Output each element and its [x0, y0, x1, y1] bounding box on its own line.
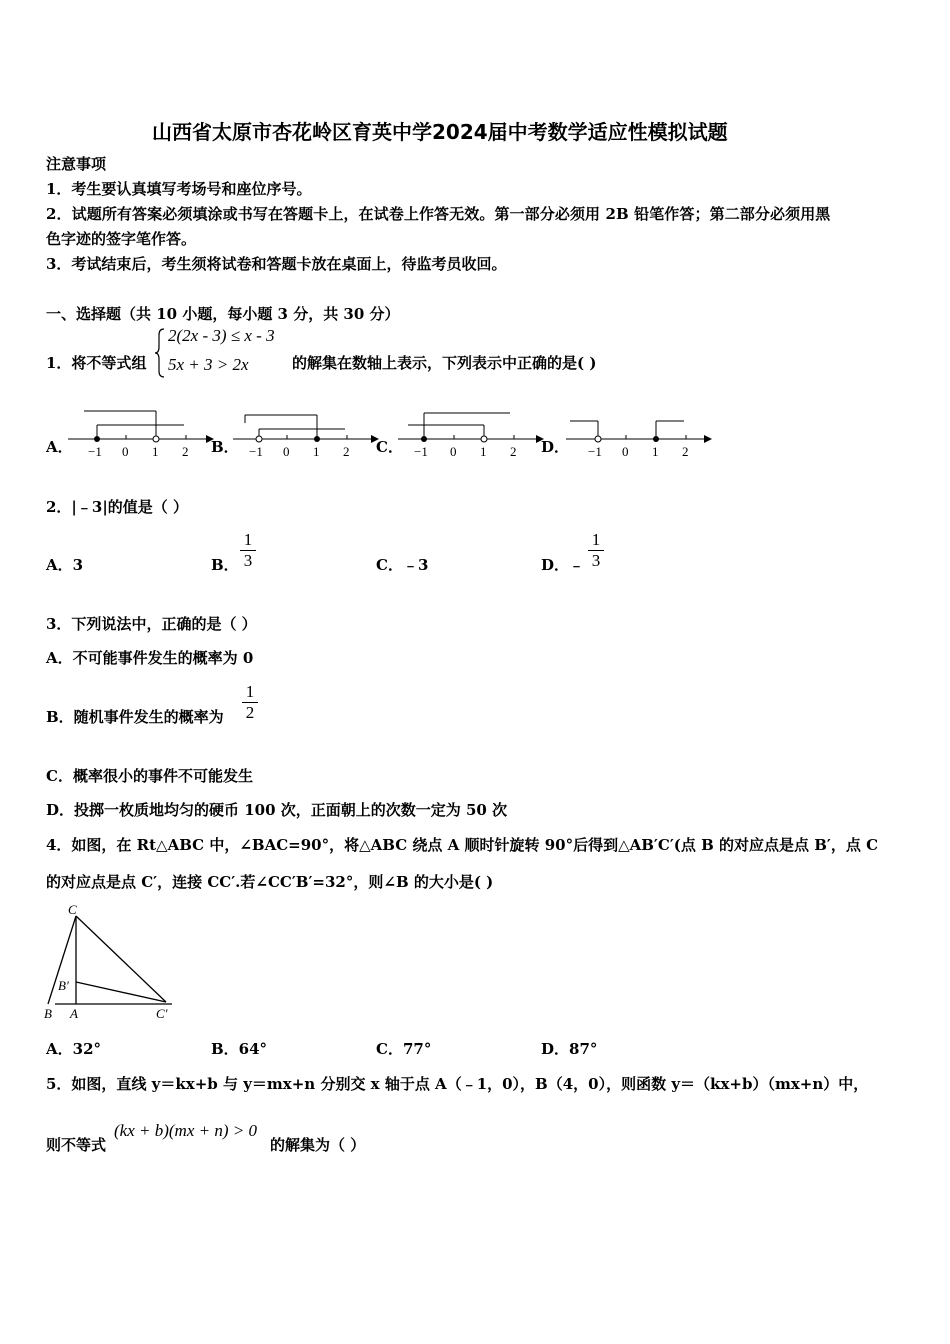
- q1-option-d-label: D．: [541, 438, 570, 456]
- fraction-one-third: 1 3: [588, 530, 604, 571]
- page-title: 山西省太原市杏花岭区育英中学2024届中考数学适应性模拟试题: [152, 120, 728, 144]
- q3-option-d: D．投掷一枚质地均匀的硬币 100 次，正面朝上的次数一定为 50 次: [46, 801, 508, 819]
- q4-stem-line2: 的对应点是点 C′，连接 CC′.若∠CC′B′=32°，则∠B 的大小是( ): [46, 873, 494, 891]
- q2-option-c: C．﹣3: [376, 556, 429, 574]
- notice-item: 3．考试结束后，考生须将试卷和答题卡放在桌面上，待监考员收回。: [46, 255, 507, 273]
- q2-stem: 2．|﹣3|的值是（ ）: [46, 498, 189, 516]
- q5-stem-line1: 5．如图，直线 y＝kx+b 与 y＝mx+n 分别交 x 轴于点 A（﹣1，0），B（4，0），则函数 y＝（kx+b）（mx+n）中，: [46, 1075, 869, 1093]
- tick-label: 1: [480, 444, 487, 459]
- tick-label: −1: [88, 444, 102, 459]
- point-label: B: [44, 1006, 52, 1021]
- notice-heading: 注意事项: [46, 155, 107, 173]
- tick-label: 2: [682, 444, 689, 459]
- q4-option-a: A．32°: [46, 1040, 102, 1058]
- tick-label: 2: [510, 444, 517, 459]
- tick-label: 1: [652, 444, 659, 459]
- q3-option-b: B．随机事件发生的概率为: [46, 708, 224, 726]
- q1-prefix: 1．将不等式组: [46, 354, 147, 372]
- q2-option-b: B．: [211, 556, 239, 574]
- q1-option-a-label: A．: [46, 438, 73, 456]
- q1-option-b-label: B．: [211, 438, 239, 456]
- q4-stem-line1: 4．如图，在 Rt△ABC 中，∠BAC=90°，将△ABC 绕点 A 顺时针旋转 90°后得到△AB′C′(点 B 的对应点是点 B′，点 C: [46, 836, 879, 854]
- notice-item: 色字迹的签字笔作答。: [46, 230, 197, 248]
- number-line-c: [394, 405, 544, 465]
- tick-label: −1: [414, 444, 428, 459]
- tick-label: −1: [249, 444, 263, 459]
- fraction-one-half: 1 2: [242, 682, 258, 723]
- point-label: C′: [156, 1006, 168, 1021]
- point-label: C: [68, 902, 77, 917]
- triangle-figure: [40, 902, 180, 1022]
- q3-option-a: A．不可能事件发生的概率为 0: [46, 649, 254, 667]
- q2-option-a: A．3: [46, 556, 84, 574]
- q3-stem: 3．下列说法中，正确的是（ ）: [46, 615, 257, 633]
- inequality-2: 5x + 3 > 2x: [168, 355, 249, 374]
- notice-item: 1．考生要认真填写考场号和座位序号。: [46, 180, 312, 198]
- q4-option-d: D．87°: [541, 1040, 598, 1058]
- q4-option-b: B．64°: [211, 1040, 268, 1058]
- tick-label: 0: [283, 444, 290, 459]
- tick-label: 0: [122, 444, 129, 459]
- number-line-a: [64, 405, 214, 465]
- q2-option-d: D．﹣: [541, 556, 585, 574]
- q1-suffix: 的解集在数轴上表示，下列表示中正确的是( ): [292, 354, 597, 372]
- inequality-brace: [154, 327, 166, 379]
- point-label: A: [70, 1006, 78, 1021]
- number-line-b: [229, 405, 379, 465]
- tick-label: −1: [588, 444, 602, 459]
- tick-label: 1: [152, 444, 159, 459]
- tick-label: 2: [343, 444, 350, 459]
- q5-stem-line2-suffix: 的解集为（ ）: [270, 1136, 366, 1154]
- tick-label: 2: [182, 444, 189, 459]
- q1-option-c-label: C．: [376, 438, 403, 456]
- tick-label: 0: [622, 444, 629, 459]
- section-heading: 一、选择题（共 10 小题，每小题 3 分，共 30 分）: [46, 305, 400, 323]
- point-label: B′: [58, 978, 69, 993]
- q4-option-c: C．77°: [376, 1040, 432, 1058]
- q5-inequality: (kx + b)(mx + n) > 0: [114, 1121, 257, 1140]
- tick-label: 0: [450, 444, 457, 459]
- notice-item: 2．试题所有答案必须填涂或书写在答题卡上，在试卷上作答无效。第一部分必须用 2B 铅笔作答；第二部分必须用黑: [46, 205, 831, 223]
- q5-stem-line2-prefix: 则不等式: [46, 1136, 107, 1154]
- fraction-one-third: 1 3: [240, 530, 256, 571]
- tick-label: 1: [313, 444, 320, 459]
- inequality-1: 2(2x - 3) ≤ x - 3: [168, 326, 275, 345]
- q3-option-c: C．概率很小的事件不可能发生: [46, 767, 253, 785]
- number-line-d: [562, 405, 712, 465]
